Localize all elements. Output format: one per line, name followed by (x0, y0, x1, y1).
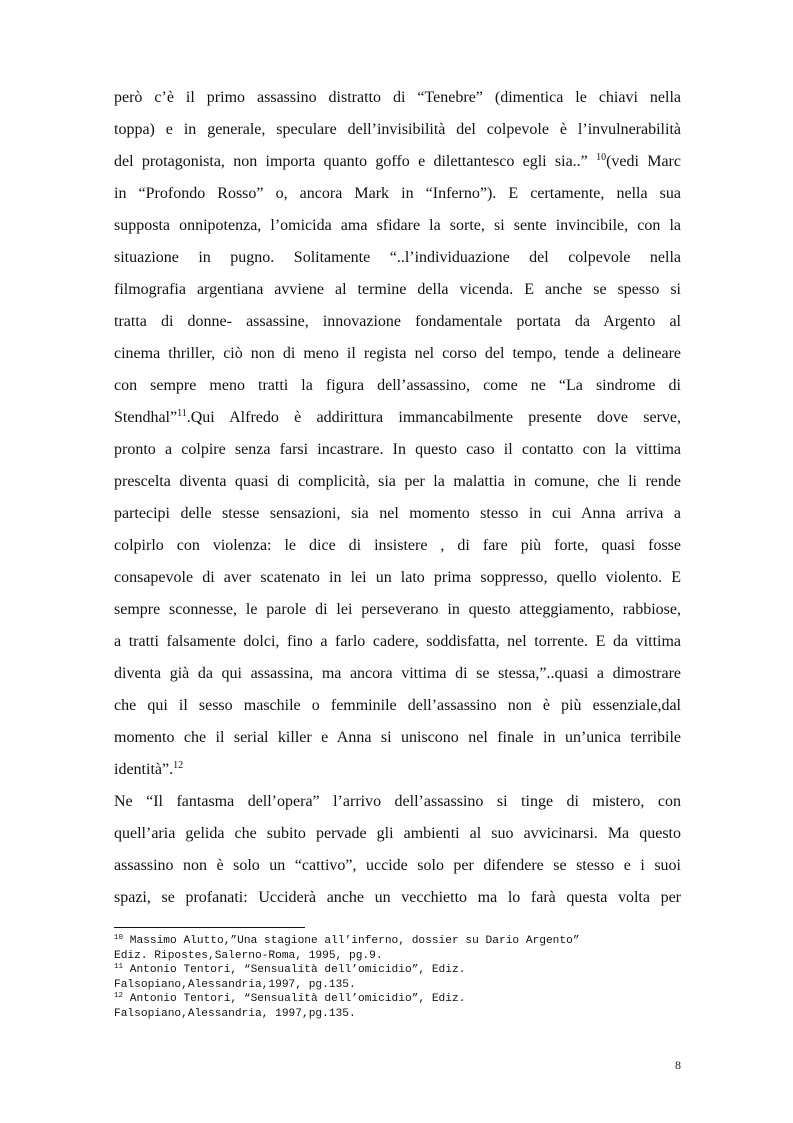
body-line (114, 818, 681, 850)
footnote-line (114, 992, 694, 1007)
footnote-reference: 11 (177, 408, 187, 419)
body-line (114, 658, 681, 690)
body-line-text: momento che il serial killer e Anna si uniscono nel finale in un’unica terribile (114, 729, 681, 746)
body-line-text: però c’è il primo assassino distratto di “Tenebre” (dimentica le chiavi nella (114, 89, 681, 106)
page-number: 8 (675, 1058, 681, 1072)
body-line (114, 498, 681, 530)
body-line (114, 562, 681, 594)
footnote-line (114, 949, 694, 964)
body-line (114, 306, 681, 338)
footnote-line (114, 963, 694, 978)
body-line-text: toppa) e in generale, speculare dell’invisibilità del colpevole è l’invulnerabilità (114, 121, 681, 138)
body-line (114, 754, 681, 786)
body-line-text: diventa già da qui assassina, ma ancora vittima di se stessa,”..quasi a dimostrare (114, 665, 681, 682)
body-line-text: assassino non è solo un “cattivo”, uccide solo per difendere se stesso e i suoi (114, 857, 681, 874)
body-line (114, 466, 681, 498)
body-line-text: a tratti falsamente dolci, fino a farlo cadere, soddisfatta, nel torrente. E da vittima (114, 633, 681, 650)
body-line (114, 338, 681, 370)
footnote-text: Falsopiano,Alessandria, 1997,pg.135. (114, 1007, 356, 1020)
footnote-number: 10 (114, 934, 124, 942)
body-line (114, 146, 681, 178)
footnote-line (114, 1007, 694, 1022)
body-line-text: tratta di donne- assassine, innovazione fondamentale portata da Argento al (114, 313, 681, 330)
body-line (114, 626, 681, 658)
body-line-text: del protagonista, non importa quanto goffo e dilettantesco egli sia..” (114, 153, 597, 170)
footnote-separator (114, 927, 305, 928)
body-line (114, 82, 681, 114)
body-line-text: prescelta diventa quasi di complicità, sia per la malattia in comune, che li rende (114, 473, 681, 490)
footnote-number: 11 (114, 963, 124, 972)
body-line (114, 274, 681, 306)
body-line (114, 178, 681, 210)
body-line (114, 402, 681, 434)
footnote-text: Ediz. Ripostes,Salerno-Roma, 1995, pg.9. (114, 949, 383, 962)
body-line (114, 850, 681, 882)
body-line-text: colpirlo con violenza: le dice di insistere , di fare più forte, quasi fosse (114, 537, 681, 554)
footnote-reference: 12 (173, 760, 184, 771)
footnote-text: Massimo Alutto,”Una stagione all’inferno, dossier su Dario Argento” (123, 935, 580, 947)
body-text (114, 82, 681, 914)
footnote-line (114, 978, 694, 993)
footnote-number: 12 (114, 992, 124, 1001)
body-line-text: partecipi delle stesse sensazioni, sia nel momento stesso in cui Anna arriva a (114, 505, 681, 522)
body-line (114, 114, 681, 146)
footnote-line (114, 934, 694, 949)
body-line-text: quell’aria gelida che subito pervade gli ambienti al suo avvicinarsi. Ma questo (114, 825, 681, 842)
footnote-text: Antonio Tentori, “Sensualità dell’omicidio”, Ediz. (123, 993, 466, 1006)
body-line-text: sempre sconnesse, le parole di lei perseverano in questo atteggiamento, rabbiose, (114, 601, 681, 618)
body-line-text: spazi, se profanati: Ucciderà anche un vecchietto ma lo farà questa volta per (114, 889, 681, 906)
body-line (114, 690, 681, 722)
body-line-text: in “Profondo Rosso” o, ancora Mark in “Inferno”). E certamente, nella sua (114, 185, 681, 202)
body-line (114, 210, 681, 242)
body-line-text: che qui il sesso maschile o femminile dell’assassino non è più essenziale,dal (114, 697, 681, 714)
body-line-text: Stendhal” (114, 409, 178, 426)
footnotes (114, 934, 694, 1022)
body-line-text: consapevole di aver scatenato in lei un lato prima soppresso, quello violento. E (114, 569, 681, 586)
body-line (114, 434, 681, 466)
body-line (114, 786, 681, 818)
body-line-text: supposta onnipotenza, l’omicida ama sfidare la sorte, si sente invincibile, con la (114, 217, 681, 234)
body-line-text: con sempre meno tratti la figura dell’assassino, come ne “La sindrome di (114, 377, 681, 394)
body-line (114, 594, 681, 626)
body-line (114, 722, 681, 754)
body-line (114, 530, 681, 562)
body-line (114, 242, 681, 274)
body-line-text: pronto a colpire senza farsi incastrare. In questo caso il contatto con la vittima (114, 441, 681, 458)
footnote-reference: 10 (596, 152, 607, 163)
body-line-text-after: (vedi Marc (606, 153, 681, 170)
body-line-text: identità”. (114, 761, 174, 778)
body-line (114, 370, 681, 402)
body-line (114, 882, 681, 914)
body-line-text: filmografia argentiana avviene al termine della vicenda. E anche se spesso si (114, 281, 681, 298)
footnote-text: Falsopiano,Alessandria,1997, pg.135. (114, 978, 356, 991)
footnote-text: Antonio Tentori, “Sensualità dell’omicidio”, Ediz. (123, 964, 466, 977)
body-line-text: situazione in pugno. Solitamente “..l’individuazione del colpevole nella (114, 249, 681, 266)
body-line-text-after: .Qui Alfredo è addirittura immancabilmente presente dove serve, (186, 409, 681, 426)
body-line-text: cinema thriller, ciò non di meno il regista nel corso del tempo, tende a delineare (114, 345, 681, 362)
body-line-text: Ne “Il fantasma dell’opera” l’arrivo dell’assassino si tinge di mistero, con (114, 793, 681, 810)
